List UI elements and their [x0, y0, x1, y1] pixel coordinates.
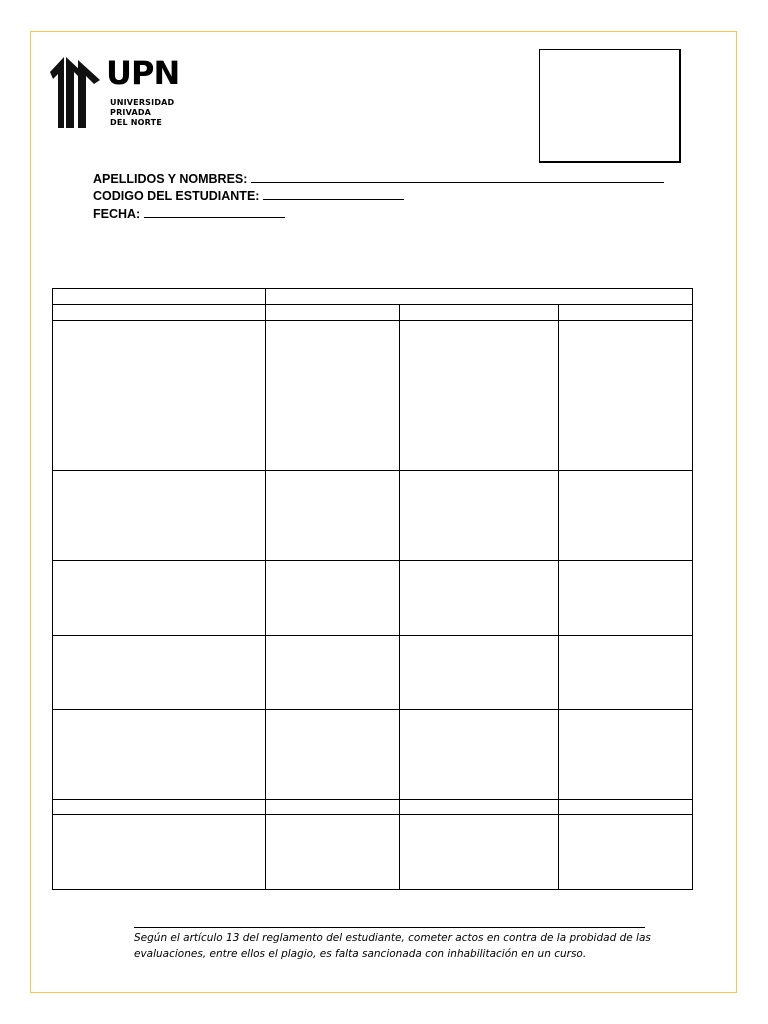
logo-subtitle-line: UNIVERSIDAD — [110, 98, 175, 107]
names-input-line[interactable] — [251, 170, 664, 183]
upn-arrows-icon — [50, 56, 104, 132]
evaluation-table — [52, 288, 693, 890]
footer-rule — [134, 927, 645, 928]
code-input-line[interactable] — [263, 187, 404, 200]
table-column-divider — [558, 304, 559, 889]
names-label: APELLIDOS Y NOMBRES: — [93, 172, 248, 186]
footnote-line: evaluaciones, entre ellos el plagio, es falta sancionada con inhabilitación en un curso. — [134, 948, 587, 960]
table-row-divider — [53, 814, 692, 815]
logo-subtitle-line: PRIVADA — [110, 108, 152, 117]
date-label: FECHA: — [93, 207, 141, 221]
table-row-divider — [53, 304, 692, 305]
footnote-line: Según el artículo 13 del reglamento del estudiante, cometer actos en contra de la probidad de las — [134, 932, 651, 944]
table-row-divider — [53, 635, 692, 636]
date-input-line[interactable] — [144, 205, 285, 218]
code-label: CODIGO DEL ESTUDIANTE: — [93, 189, 260, 203]
logo-subtitle-line: DEL NORTE — [110, 118, 163, 127]
code-field — [93, 187, 404, 203]
table-row-divider — [53, 799, 692, 800]
table-row-divider — [53, 560, 692, 561]
table-row-divider — [53, 320, 692, 321]
logo-brand: UPN — [106, 54, 180, 92]
plagiarism-footnote — [134, 930, 694, 962]
table-column-divider — [265, 289, 266, 889]
table-row-divider — [53, 470, 692, 471]
photo-box — [539, 49, 681, 163]
table-row-divider — [53, 709, 692, 710]
names-field — [93, 170, 664, 186]
date-field — [93, 205, 285, 221]
table-column-divider — [399, 304, 400, 889]
upn-logo — [50, 56, 180, 132]
